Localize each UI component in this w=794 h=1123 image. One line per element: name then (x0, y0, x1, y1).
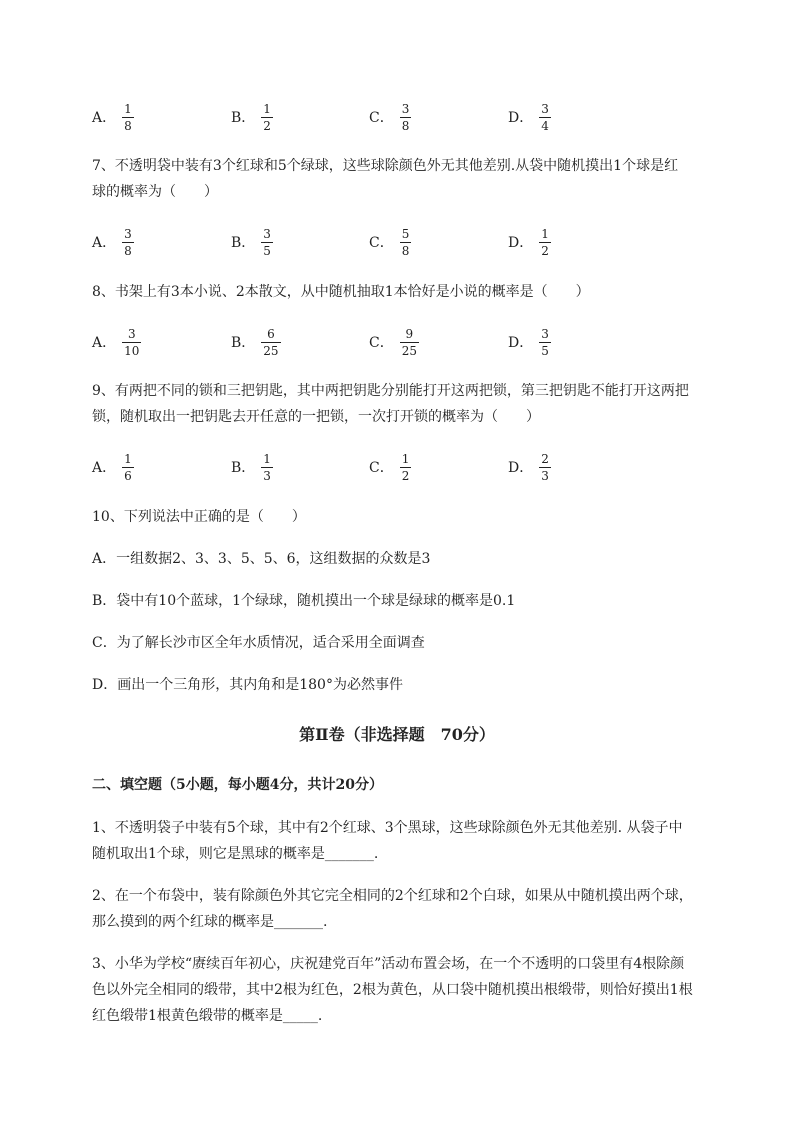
q8-option-d (508, 322, 551, 362)
q9-stem-line2: 锁，随机取出一把钥匙去开任意的一把锁，一次打开锁的概率为（ ） (92, 409, 540, 425)
option-letter: D． (508, 235, 534, 251)
numerator: 1 (263, 451, 271, 466)
option-letter: B． (231, 235, 256, 251)
denominator: 25 (401, 343, 417, 358)
denominator: 8 (401, 118, 410, 133)
q8-option-a (92, 322, 141, 362)
numerator: 1 (263, 101, 271, 116)
q10-option-a: A．一组数据2、3、3、5、5、6，这组数据的众数是3 (92, 551, 431, 567)
option-letter: C． (369, 335, 394, 351)
option-letter: C． (369, 110, 394, 126)
numerator: 3 (541, 326, 549, 341)
q7-option-a (92, 222, 134, 262)
q8-options (92, 322, 732, 362)
q9-option-a (92, 447, 134, 487)
denominator: 3 (263, 468, 271, 483)
option-letter: C． (369, 235, 394, 251)
numerator: 1 (541, 226, 549, 241)
denominator: 8 (124, 243, 132, 258)
numerator: 6 (267, 326, 275, 341)
denominator: 2 (263, 118, 271, 133)
numerator: 1 (124, 451, 132, 466)
option-letter: D． (508, 110, 534, 126)
option-letter: C． (369, 460, 394, 476)
denominator: 4 (541, 118, 549, 133)
fraction (539, 327, 551, 358)
denominator: 10 (124, 343, 140, 358)
numerator: 3 (127, 326, 136, 341)
fraction (400, 327, 419, 358)
fraction (261, 327, 280, 358)
fraction (400, 452, 412, 483)
numerator: 9 (405, 326, 414, 341)
q9-stem-line1: 9、有两把不同的锁和三把钥匙，其中两把钥匙分别能打开这两把锁，第三把钥匙不能打开这两把 (92, 383, 689, 399)
numerator: 1 (401, 451, 410, 466)
q8-option-b (231, 322, 281, 362)
fraction (539, 102, 551, 133)
q9-option-d (508, 447, 551, 487)
option-letter: B． (231, 460, 256, 476)
denominator: 2 (541, 243, 549, 258)
option-letter: B． (231, 335, 256, 351)
denominator: 6 (124, 468, 132, 483)
option-letter: A． (92, 235, 117, 251)
q10-stem: 10、下列说法中正确的是（ ） (92, 509, 306, 525)
numerator: 3 (401, 101, 410, 116)
fill3-line1: 3、小华为学校“赓续百年初心，庆祝建党百年”活动布置会场，在一个不透明的口袋里有4根除颜 (92, 956, 685, 972)
denominator: 25 (263, 343, 279, 358)
fraction (122, 227, 134, 258)
q7-option-d (508, 222, 551, 262)
q10-option-c: C．为了解长沙市区全年水质情况，适合采用全面调查 (92, 635, 425, 651)
numerator: 5 (401, 226, 410, 241)
q6-option-d (508, 97, 551, 137)
option-letter: D． (508, 335, 534, 351)
option-letter: A． (92, 110, 117, 126)
denominator: 2 (401, 468, 410, 483)
numerator: 3 (541, 101, 549, 116)
denominator: 8 (401, 243, 410, 258)
q10-option-d: D．画出一个三角形，其内角和是180°为必然事件 (92, 677, 403, 693)
fill-in-header: 二、填空题（5小题，每小题4分，共计20分） (92, 777, 383, 793)
q7-options (92, 222, 732, 262)
fill3-line3: 红色缎带1根黄色缎带的概率是_____. (92, 1008, 323, 1024)
fraction (122, 102, 134, 133)
q10-option-b: B．袋中有10个蓝球，1个绿球，随机摸出一个球是绿球的概率是0.1 (92, 593, 516, 609)
fill2-line2: 那么摸到的两个红球的概率是_______. (92, 914, 328, 930)
numerator: 1 (124, 101, 132, 116)
fraction (261, 102, 273, 133)
denominator: 5 (263, 243, 271, 258)
numerator: 3 (124, 226, 132, 241)
option-letter: A． (92, 460, 117, 476)
fraction (539, 452, 551, 483)
denominator: 5 (541, 343, 549, 358)
fill1-line1: 1、不透明袋子中装有5个球，其中有2个红球、3个黑球，这些球除颜色外无其他差别. 从袋子中 (92, 820, 683, 836)
numerator: 3 (263, 226, 271, 241)
q9-option-b (231, 447, 273, 487)
q9-options (92, 447, 732, 487)
denominator: 8 (124, 118, 132, 133)
option-letter: B． (231, 110, 256, 126)
fraction (261, 452, 273, 483)
numerator: 2 (541, 451, 549, 466)
q6-options (92, 97, 732, 137)
q6-option-c (369, 97, 411, 137)
q7-stem-line2: 球的概率为（ ） (92, 184, 218, 200)
fraction (539, 227, 551, 258)
part2-title: 第Ⅱ卷（非选择题 70分） (299, 725, 495, 744)
q6-option-b (231, 97, 273, 137)
fraction (122, 452, 134, 483)
q8-stem-line1: 8、书架上有3本小说、2本散文，从中随机抽取1本恰好是小说的概率是（ ） (92, 284, 590, 300)
q7-option-b (231, 222, 273, 262)
q7-option-c (369, 222, 411, 262)
fraction (400, 227, 412, 258)
q9-option-c (369, 447, 411, 487)
fill1-line2: 随机取出1个球，则它是黑球的概率是_______. (92, 846, 379, 862)
fraction (261, 227, 273, 258)
option-letter: D． (508, 460, 534, 476)
option-letter: A． (92, 335, 117, 351)
fraction (400, 102, 412, 133)
denominator: 3 (541, 468, 549, 483)
q6-option-a (92, 97, 134, 137)
fraction (122, 327, 141, 358)
q8-option-c (369, 322, 419, 362)
q7-stem-line1: 7、不透明袋中装有3个红球和5个绿球，这些球除颜色外无其他差别.从袋中随机摸出1个球是红 (92, 158, 679, 174)
fill2-line1: 2、在一个布袋中，装有除颜色外其它完全相同的2个红球和2个白球，如果从中随机摸出两个球， (92, 888, 693, 904)
fill3-line2: 色以外完全相同的缎带，其中2根为红色，2根为黄色，从口袋中随机摸出根缎带，则恰好摸出1根 (92, 982, 693, 998)
